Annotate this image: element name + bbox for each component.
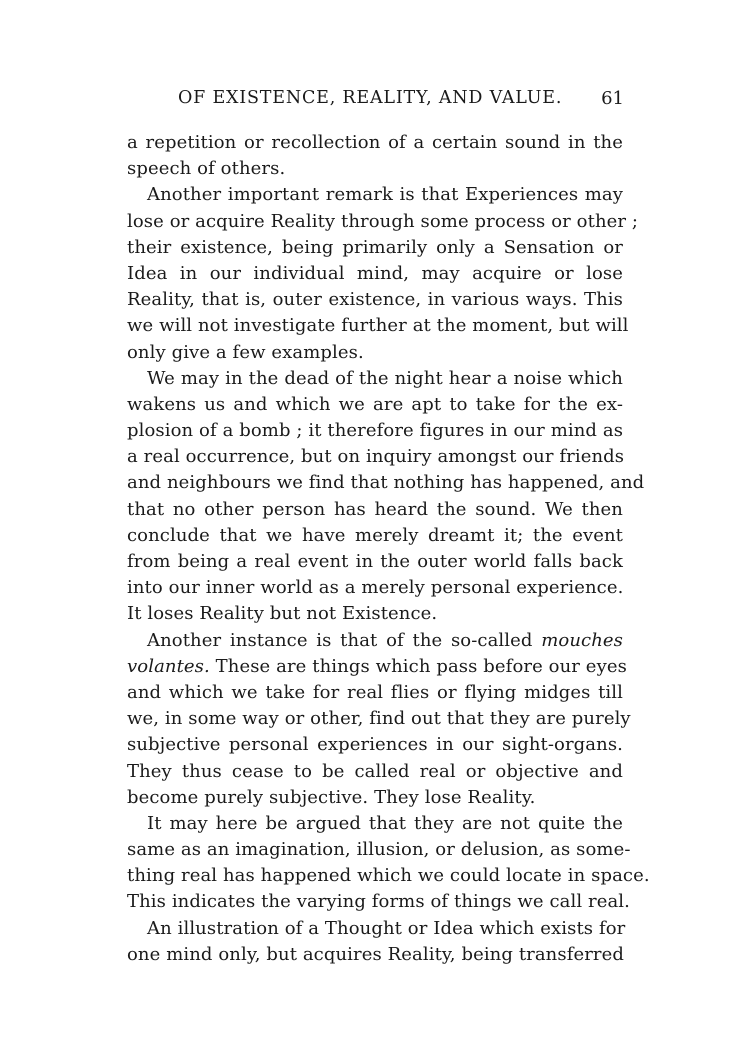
body-text: [127, 130, 650, 968]
text-line: speech of others.: [127, 158, 286, 180]
text-line: lose or acquire Reality through some process or other ;: [127, 210, 639, 232]
text-line: that no other person has heard the sound. We then: [127, 498, 623, 520]
text-line: a real occurrence, but on inquiry amongst our friends: [127, 446, 625, 468]
text-line: [127, 654, 627, 680]
text-line: become purely subjective. They lose Reality.: [127, 786, 536, 808]
text-line: This indicates the varying forms of things we call real.: [127, 891, 630, 913]
text-line: we will not investigate further at the moment, but will: [127, 315, 629, 337]
text-line: subjective personal experiences in our sight-organs.: [127, 734, 623, 756]
text-line: Another important remark is that Experiences may: [147, 184, 623, 206]
text-line: into our inner world as a merely personal experience.: [127, 577, 624, 599]
text-line: Reality, that is, outer existence, in various ways. This: [127, 289, 623, 311]
text-line: plosion of a bomb ; it therefore figures in our mind as: [127, 420, 624, 442]
text-line: conclude that we have merely dreamt it; the event: [127, 524, 623, 546]
text-line: and neighbours we find that nothing has happened, and: [127, 472, 645, 494]
text-line: same as an imagination, illusion, or delusion, as some-: [127, 839, 631, 861]
italic-term: volantes.: [127, 655, 210, 677]
text-line: wakens us and which we are apt to take for the ex-: [127, 393, 623, 415]
text-line: It may here be argued that they are not quite the: [147, 812, 623, 834]
text-line: We may in the dead of the night hear a noise which: [147, 367, 623, 389]
running-title: OF EXISTENCE, REALITY, AND VALUE.: [178, 88, 563, 108]
text-line: thing real has happened which we could locate in space.: [127, 865, 650, 887]
text-line: and which we take for real flies or flying midges till: [127, 681, 623, 703]
text-segment: These are things which pass before our eyes: [215, 655, 627, 677]
italic-term: mouches: [541, 629, 623, 651]
running-head: [130, 88, 622, 118]
text-line: An illustration of a Thought or Idea which exists for: [147, 917, 626, 939]
text-line: from being a real event in the outer world falls back: [127, 551, 623, 572]
text-line: their existence, being primarily only a Sensation or: [127, 236, 623, 258]
text-line: only give a few examples.: [127, 341, 364, 363]
text-line: one mind only, but acquires Reality, being transferred: [127, 943, 625, 965]
text-segment: Another instance is that of the so-called: [147, 629, 533, 651]
text-line: [127, 628, 623, 654]
page-number: 61: [601, 88, 624, 109]
text-line: They thus cease to be called real or objective and: [127, 760, 623, 782]
text-line: It loses Reality but not Existence.: [127, 603, 438, 625]
text-line: we, in some way or other, find out that they are purely: [127, 708, 631, 730]
text-line: a repetition or recollection of a certain sound in the: [127, 132, 623, 153]
text-line: Idea in our individual mind, may acquire or lose: [127, 262, 623, 284]
